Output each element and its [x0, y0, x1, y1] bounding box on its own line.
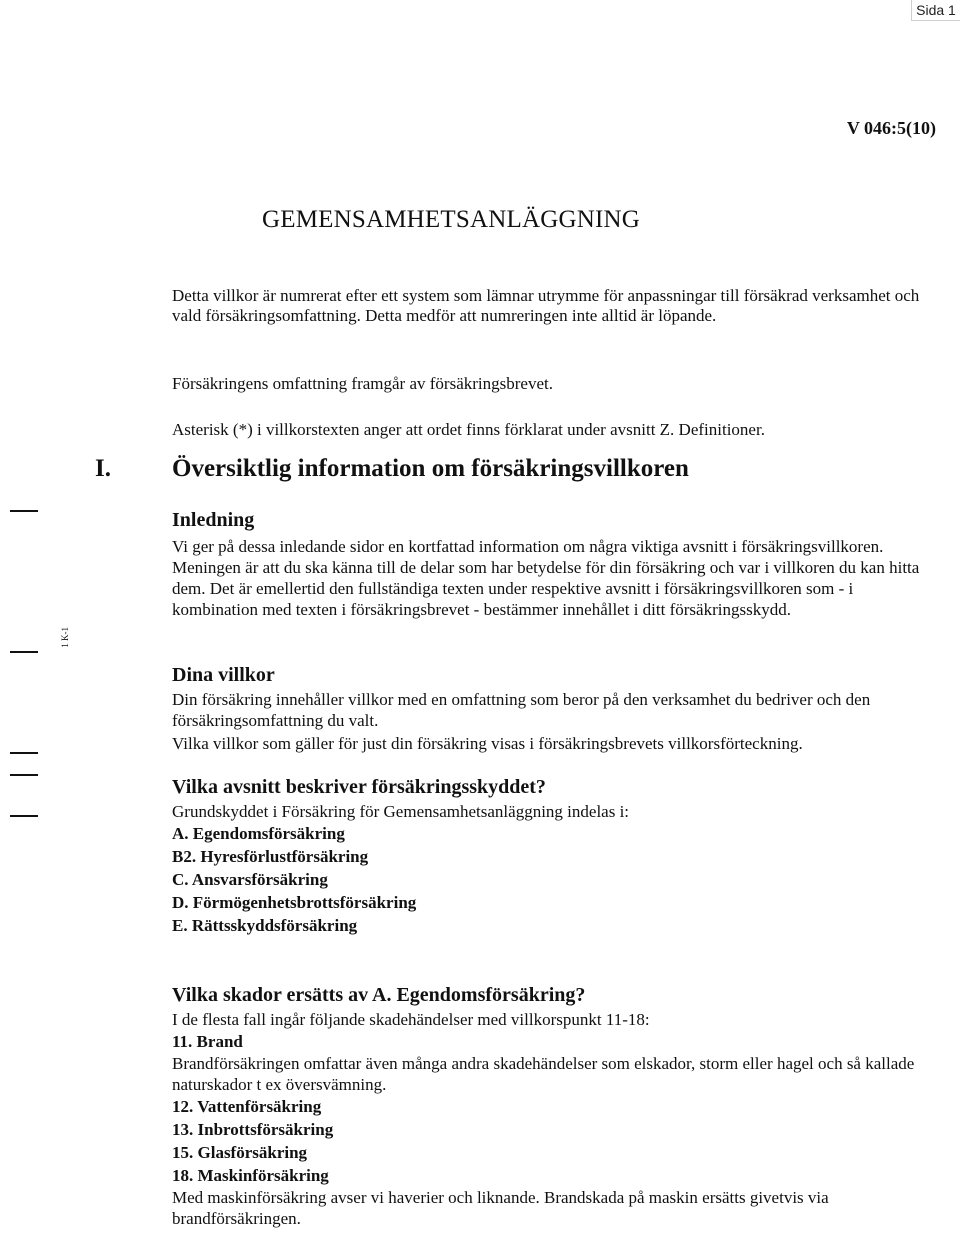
document-title: GEMENSAMHETSANLÄGGNING: [262, 206, 640, 233]
section-title: Översiktlig information om försäkringsvillkoren: [172, 455, 689, 482]
revision-mark: [10, 510, 38, 512]
section-heading: [95, 455, 945, 483]
inledning-text: Vi ger på dessa inledande sidor en kortfattad information om några viktiga avsnitt i försäkringsvillkoren. Meningen är att du ska känna till de delar som har betydelse för din försäkring och var i villkoren du kan hitta dem. Det är emellertid den fullständiga texten under respektive avsnitt i försäkringsvillkoren som - i kombination med texten i försäkringsbrevet - bestämmer innehållet i ditt försäkringsskydd.: [172, 537, 920, 619]
dina-villkor-text: Din försäkring innehåller villkor med en omfattning som beror på den verksamhet du bedriver och den försäkringsomfattning du valt.: [172, 690, 871, 730]
list-item: E. Rättsskyddsförsäkring: [172, 916, 358, 935]
avsnitt-list: [172, 822, 942, 937]
list-item: 13. Inbrottsförsäkring: [172, 1120, 334, 1139]
avsnitt-heading: Vilka avsnitt beskriver försäkringsskyddet?: [172, 776, 546, 798]
inledning-section: [172, 508, 942, 620]
intro-paragraph-numbering: Detta villkor är numrerat efter ett system som lämnar utrymme för anpassningar till försäkrad verksamhet och vald försäkringsomfattning. Detta medför att numreringen inte alltid är löpande.: [172, 286, 920, 325]
skador-section: [172, 983, 942, 1229]
revision-mark: [10, 815, 38, 817]
intro-paragraph-asterisk: Asterisk (*) i villkorstexten anger att ordet finns förklarat under avsnitt Z. Definitioner.: [172, 420, 765, 439]
skador-heading: Vilka skador ersätts av A. Egendomsförsäkring?: [172, 984, 586, 1006]
list-item: 12. Vattenförsäkring: [172, 1097, 322, 1116]
list-item: D. Förmögenhetsbrottsförsäkring: [172, 893, 417, 912]
dina-villkor-heading: Dina villkor: [172, 664, 275, 686]
dina-villkor-text-2: Vilka villkor som gäller för just din försäkring visas i försäkringsbrevets villkorsförteckning.: [172, 734, 803, 753]
maskin-text: Med maskinförsäkring avser vi haverier och liknande. Brandskada på maskin ersätts givetvis via brandförsäkringen.: [172, 1188, 829, 1228]
page-number: Sida 1: [911, 0, 960, 21]
skador-intro: I de flesta fall ingår följande skadehändelser med villkorspunkt 11-18:: [172, 1010, 650, 1029]
section-number: I.: [95, 455, 111, 482]
avsnitt-section: [172, 775, 942, 937]
inledning-heading: Inledning: [172, 509, 255, 531]
list-item: C. Ansvarsförsäkring: [172, 870, 328, 889]
revision-mark: [10, 651, 38, 653]
revision-mark: [10, 774, 38, 776]
intro-paragraph-scope: Försäkringens omfattning framgår av försäkringsbrevet.: [172, 374, 553, 393]
list-item: A. Egendomsförsäkring: [172, 824, 345, 843]
dina-villkor-section: [172, 663, 942, 754]
list-item: 11. Brand: [172, 1032, 243, 1051]
margin-label: 1 K-1: [60, 627, 70, 648]
list-item: 15. Glasförsäkring: [172, 1143, 308, 1162]
revision-mark: [10, 752, 38, 754]
brand-text: Brandförsäkringen omfattar även många andra skadehändelser som elskador, storm eller hagel och så kallade naturskador t ex översvämning.: [172, 1054, 915, 1094]
avsnitt-intro: Grundskyddet i Försäkring för Gemensamhetsanläggning indelas i:: [172, 802, 630, 821]
list-item: B2. Hyresförlustförsäkring: [172, 847, 369, 866]
document-reference: V 046:5(10): [846, 118, 936, 138]
list-item: 18. Maskinförsäkring: [172, 1166, 329, 1185]
